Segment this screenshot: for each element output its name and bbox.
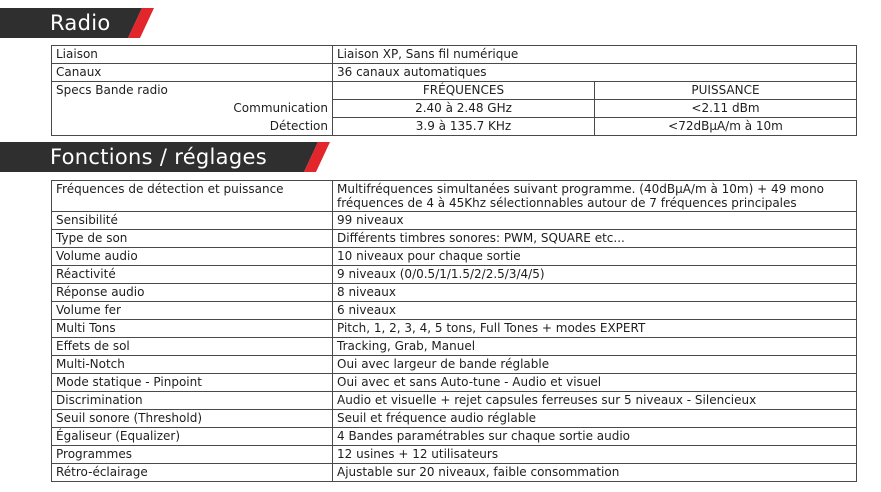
table-row (52, 248, 857, 266)
row-label: Rétro-éclairage (52, 464, 333, 482)
row-label: Multi-Notch (52, 356, 333, 374)
row-value: Seuil et fréquence audio réglable (333, 410, 857, 428)
table-row (52, 212, 857, 230)
specs-row-label: Détection (52, 118, 333, 136)
row-label: Mode statique - Pinpoint (52, 374, 333, 392)
row-value: 36 canaux automatiques (333, 64, 857, 82)
row-label: Programmes (52, 446, 333, 464)
row-label: Seuil sonore (Threshold) (52, 410, 333, 428)
table-row (52, 230, 857, 248)
radio-spec-table (51, 45, 857, 136)
table-row (52, 464, 857, 482)
table-row (52, 428, 857, 446)
table-row (52, 446, 857, 464)
table-row (52, 100, 857, 118)
table-row (52, 284, 857, 302)
functions-section-header (0, 142, 330, 172)
row-value: Oui avec largeur de bande réglable (333, 356, 857, 374)
table-row (52, 302, 857, 320)
row-value: Oui avec et sans Auto-tune - Audio et visuel (333, 374, 857, 392)
power-header: PUISSANCE (595, 82, 857, 100)
frequencies-header: FRÉQUENCES (333, 82, 595, 100)
functions-section-title: Fonctions / réglages (50, 145, 267, 169)
row-value: 12 usines + 12 utilisateurs (333, 446, 857, 464)
row-label: Multi Tons (52, 320, 333, 338)
specs-row-label: Communication (52, 100, 333, 118)
table-row (52, 118, 857, 136)
row-value: Liaison XP, Sans fil numérique (333, 46, 857, 64)
row-label: Égaliseur (Equalizer) (52, 428, 333, 446)
radio-section-header (0, 8, 330, 38)
specs-label: Specs Bande radio (52, 82, 333, 100)
row-value: 10 niveaux pour chaque sortie (333, 248, 857, 266)
table-row (52, 82, 857, 100)
table-row (52, 181, 857, 212)
row-value: Pitch, 1, 2, 3, 4, 5 tons, Full Tones + modes EXPERT (333, 320, 857, 338)
row-label: Volume audio (52, 248, 333, 266)
row-value: 4 Bandes paramétrables sur chaque sortie audio (333, 428, 857, 446)
row-value: Multifréquences simultanées suivant programme. (40dBµA/m à 10m) + 49 mono fréquences de 4 à 45Khz sélectionnables autour de 7 fréquences principales (333, 181, 857, 212)
row-label: Effets de sol (52, 338, 333, 356)
row-value: Audio et visuelle + rejet capsules ferreuses sur 5 niveaux - Silencieux (333, 392, 857, 410)
row-label: Volume fer (52, 302, 333, 320)
table-row (52, 320, 857, 338)
row-value: 8 niveaux (333, 284, 857, 302)
functions-spec-table (51, 180, 857, 482)
specs-freq: 3.9 à 135.7 KHz (333, 118, 595, 136)
table-row (52, 356, 857, 374)
table-row (52, 392, 857, 410)
row-value: Différents timbres sonores: PWM, SQUARE etc... (333, 230, 857, 248)
row-label: Canaux (52, 64, 333, 82)
row-value: Ajustable sur 20 niveaux, faible consommation (333, 464, 857, 482)
row-label: Liaison (52, 46, 333, 64)
specs-power: <2.11 dBm (595, 100, 857, 118)
row-label: Discrimination (52, 392, 333, 410)
table-row (52, 266, 857, 284)
table-row (52, 374, 857, 392)
table-row (52, 410, 857, 428)
table-row (52, 338, 857, 356)
row-value: 6 niveaux (333, 302, 857, 320)
radio-section-title: Radio (50, 11, 111, 35)
specs-power: <72dBµA/m à 10m (595, 118, 857, 136)
row-value: 99 niveaux (333, 212, 857, 230)
row-label: Sensibilité (52, 212, 333, 230)
specs-freq: 2.40 à 2.48 GHz (333, 100, 595, 118)
row-label: Réactivité (52, 266, 333, 284)
table-row (52, 64, 857, 82)
row-label: Réponse audio (52, 284, 333, 302)
row-value: Tracking, Grab, Manuel (333, 338, 857, 356)
row-value: 9 niveaux (0/0.5/1/1.5/2/2.5/3/4/5) (333, 266, 857, 284)
row-label: Type de son (52, 230, 333, 248)
row-label: Fréquences de détection et puissance (52, 181, 333, 212)
table-row (52, 46, 857, 64)
